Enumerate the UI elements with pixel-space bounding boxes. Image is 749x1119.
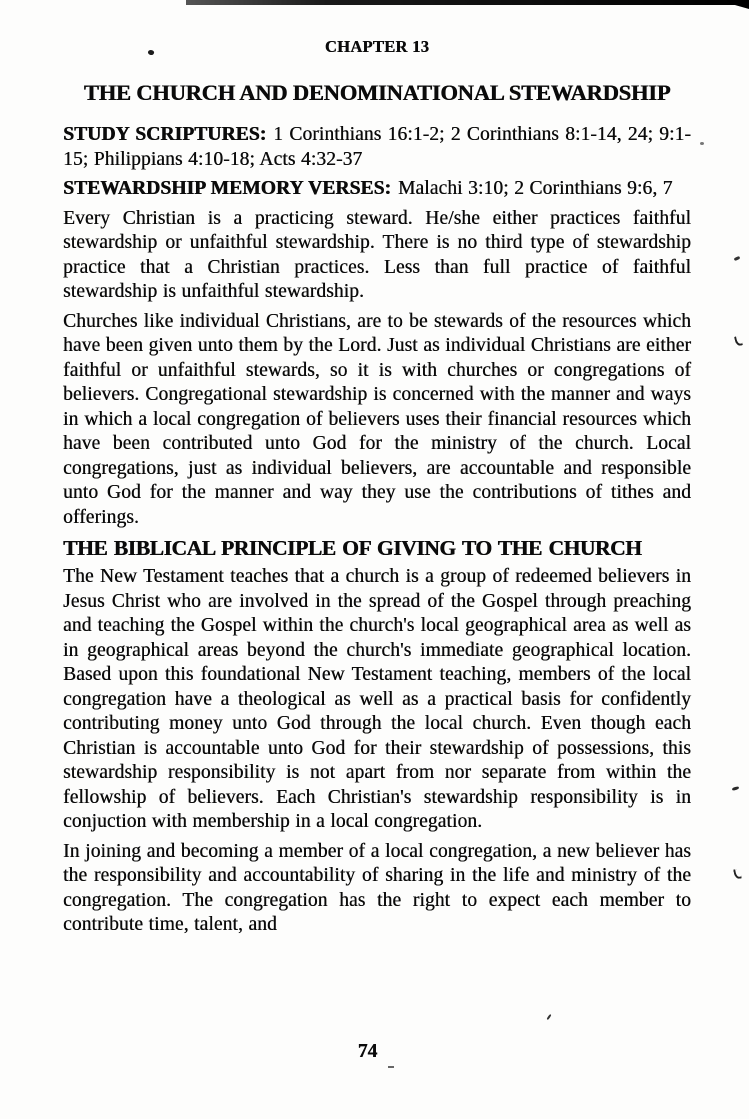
memory-verses-text: Malachi 3:10; 2 Corinthians 9:6, 7	[397, 178, 673, 199]
section-heading: THE BIBLICAL PRINCIPLE OF GIVING TO THE CHURCH	[63, 536, 642, 560]
ink-speck	[546, 1014, 551, 1020]
study-scriptures-paragraph	[63, 123, 691, 172]
memory-verses-paragraph	[63, 177, 691, 202]
ink-speck	[732, 786, 740, 791]
ink-speck	[733, 868, 742, 879]
study-scriptures-label: STUDY SCRIPTURES:	[63, 124, 267, 145]
body-paragraph: Every Christian is a practicing steward. He/she either practices faithful stewardship or unfaithful stewardship. There is no third type of stewardship practice that a Christian practices. Less than full practice of faithful stewardship is unfaithful stewardship.	[63, 207, 691, 302]
page-number: 74	[357, 1041, 378, 1062]
body-paragraph: The New Testament teaches that a church is a group of redeemed believers in Jesus Christ who are involved in the spread of the Gospel through preaching and teaching the Gospel within the church's local geographical area as well as in geographical areas beyond the church's immediate geographical location. Based upon this foundational New Testament teaching, members of the local congregation have a theological as well as a practical basis for confidently contributing money unto God through the local church. Even though each Christian is accountable unto God for their stewardship of possessions, this stewardship responsibility is not apart from nor separate from within the fellowship of believers. Each Christian's stewardship responsibility is in conjuction with membership in a local congregation.	[63, 566, 691, 832]
ink-speck	[734, 335, 743, 346]
scan-edge-artifact	[186, 0, 749, 5]
ink-speck	[734, 256, 741, 261]
body-paragraph: Churches like individual Christians, are to be stewards of the resources which have been given unto them by the Lord. Just as individual Christians are either faithful or unfaithful stewards, so it is with churches or congregations of believers. Congregational stewardship is concerned with the manner and ways in which a local congregation of believers uses their financial resources which have been contributed unto God for the ministry of the church. Local congregations, just as individual believers, are accountable and responsible unto God for the manner and way they use the contributions of tithes and offerings.	[63, 310, 691, 528]
page-title: THE CHURCH AND DENOMINATIONAL STEWARDSHIP	[83, 80, 671, 105]
ink-speck	[700, 142, 704, 145]
ink-speck	[388, 1066, 394, 1068]
chapter-label: CHAPTER 13	[324, 37, 430, 56]
memory-verses-label: STEWARDSHIP MEMORY VERSES:	[63, 178, 391, 199]
body-paragraph: In joining and becoming a member of a local congregation, a new believer has the responsibility and accountability of sharing in the life and ministry of the congregation. The congregation has the right to expect each member to contribute time, talent, and	[63, 840, 691, 935]
study-scriptures-text: 1 Corinthians 16:1-2; 2 Corinthians 8:1-14, 24; 9:1-15; Philippians 4:10-18; Acts 4:32-37	[63, 124, 691, 170]
page-content	[63, 36, 691, 943]
